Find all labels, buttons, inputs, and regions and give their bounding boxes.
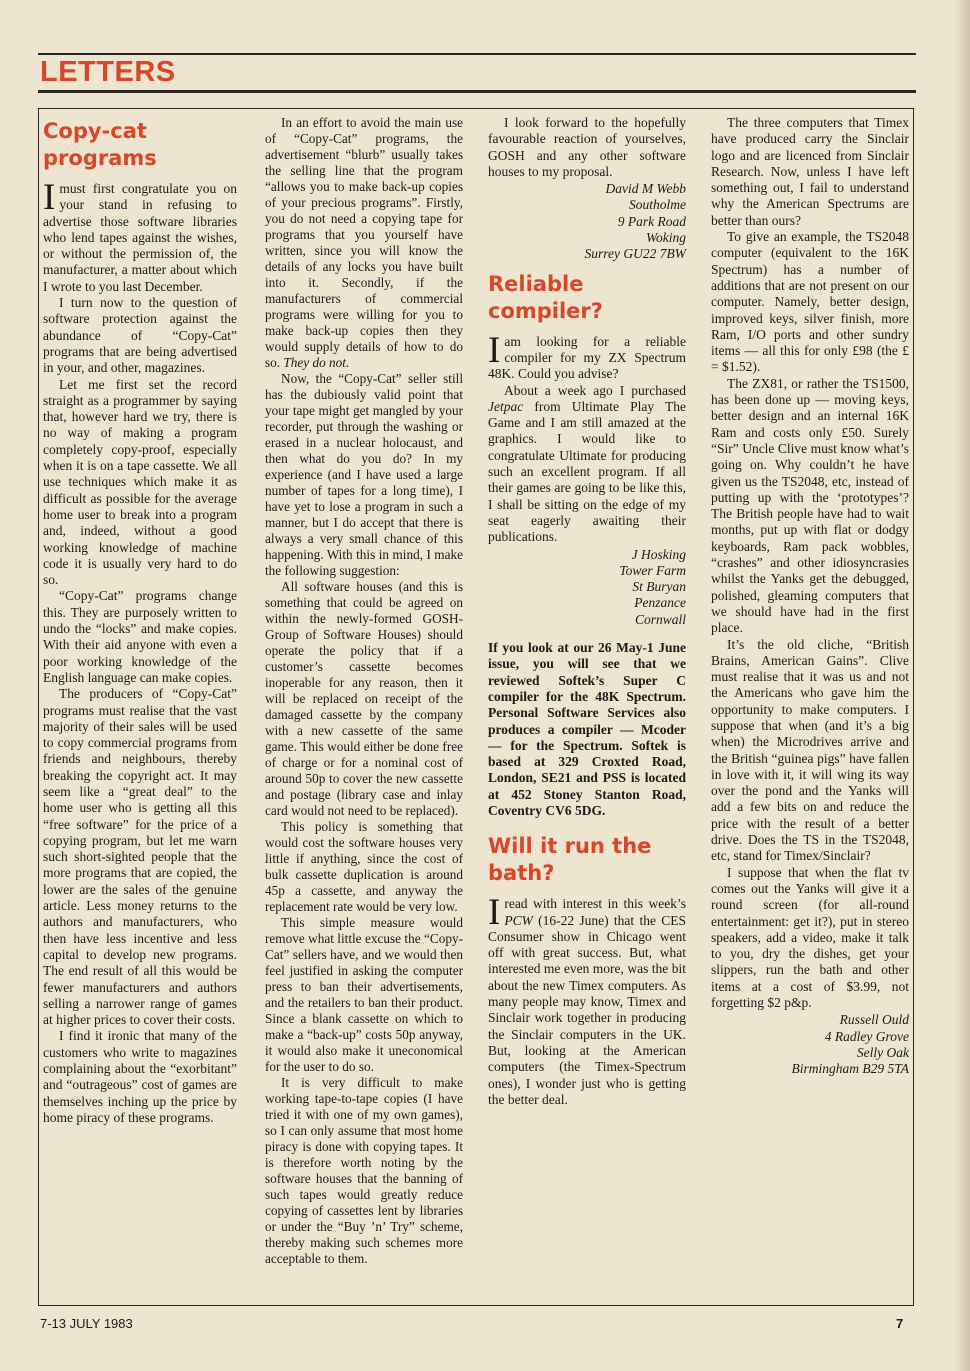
letter1-paragraph-9: All software houses (and this is something that could be agreed on within the newly-formed GOSH-Group of Software Houses) should operate the policy that if a customer’s cassette becomes inoperable for any reason, then it will be replaced on receipt of the damaged cassette by the company with a new cassette of the same game. This would either be done free of charge or for a nominal cost of around 50p to cover the new cassette and postage (library case and inlay card would not need to be replaced). [265, 579, 463, 818]
title-rule [38, 90, 916, 93]
signature-line: 4 Radley Grove [824, 1028, 909, 1044]
letter2-paragraph-1: I am looking for a reliable compiler for my ZX Spectrum 48K. Could you advise? [488, 329, 686, 382]
signature-line: Russell Ould [839, 1012, 909, 1028]
signature-line: Southolme [629, 197, 686, 213]
letter2-signature [488, 547, 686, 628]
column-3 [488, 115, 686, 1108]
signature-line: Surrey GU22 7BW [584, 246, 686, 262]
letter3-paragraph-3: To give an example, the TS2048 computer (equivalent to the 16K Spectrum) has a number of additions that are not present on our computer. Namely, better design, improved keys, silver finish, more Ram, I/O ports and other sundry items — all this for only £98 (the £ = $1.52). [711, 229, 909, 375]
letter1-paragraph-12: It is very difficult to make working tape-to-tape copies (I have tried it with one of my own games), so I can only assume that most home piracy is done with copying tapes. It is therefore worth noting by the software houses that the banning of such tapes would greatly reduce copying of cassettes lent by libraries or under the “Buy ’n’ Try” scheme, thereby making such schemes more acceptable to them. [265, 1075, 463, 1266]
column-4 [711, 115, 909, 1078]
signature-line: Cornwall [634, 611, 686, 627]
signature-line: Birmingham B29 5TA [791, 1061, 909, 1077]
game-title: Jetpac [488, 398, 524, 414]
letter3-dropcap: I [488, 892, 501, 934]
signature-line: Tower Farm [619, 562, 686, 578]
letter3-paragraph-5: It’s the old cliche, “British Brains, American Gains”. Clive must realise that it was us and not the Americans who gave him the opportunity to make computers. I suppose that when (and it’s a big when) the Microdrives arrive and the British “guinea pigs” have fallen in love with it, it will wing its way over the pond and the Yanks will add a few bits on and reduce the price with the result of a better drive. Does the TS in the TS2048, etc, stand for Timex/Sinclair? [711, 636, 909, 864]
column-2 [265, 115, 463, 1267]
letter1-signature [488, 181, 686, 262]
letter1-paragraph-1: I must first congratulate you on your stand in refusing to advertise those software libraries who lend tapes against the wishes, or without the permission of, the manufacturer, a matter about which I wrote to you last December. [43, 177, 237, 294]
column-1 [43, 115, 237, 1126]
letter1-paragraph-10: This policy is something that would cost the software houses very little if anything, since the cost of bulk cassette duplication is around 45p a cassette, and anyway the replacement rate would be very low. [265, 819, 463, 914]
magazine-name: PCW [504, 912, 533, 928]
letter1-paragraph-11: This simple measure would remove what little excuse the “Copy-Cat” sellers have, and we would then feel justified in asking the computer press to ban their advertisements, and the retailers to ban their product. Since a blank cassette on which to make a “back-up” costs 50p anyway, it would also make it uneconomical for the user to do so. [265, 915, 463, 1074]
editor-reply: If you look at our 26 May-1 June issue, you will see that we reviewed Softek’s Super C compiler for the 48K Spectrum. Personal Software Services also produces a compiler — Mcoder — for the Spectrum. Softek is based at 329 Croxted Road, London, SE21 and PSS is located at 452 Stoney Stanton Road, Coventry CV6 5DG. [488, 640, 686, 818]
letter1-paragraph-4: “Copy-Cat” programs change this. They are purposely written to undo the “locks” and make copies. With their aid anyone with even a poor working knowledge of the English language can make copies. [43, 588, 237, 685]
letter2-paragraph-2: About a week ago I purchased Jetpac from Ultimate Play The Game and I am still amazed at the graphics. I would like to congratulate Ultimate for producing such an excellent program. If all their games are going to be like this, I shall be sitting on the edge of my seat eagerly awaiting their publications. [488, 382, 686, 545]
letter3-headline: Will it run the bath? [488, 834, 652, 886]
signature-line: J Hosking [631, 546, 686, 562]
letter1-paragraph-5: The producers of “Copy-Cat” programs must realise that the vast majority of their sales will be used to copy commercial programs from friends and neighbours, thereby breaking the copyright act. It may seem like a “great deal” to the home user who is getting all this “free software” for the price of a copying program, but let me warn such short-sighted people that the more programs that are copied, the lower are the sales of the genuine article. Less money returns to the authors and manufacturers, who then have less incentive and less capital to develop new programs. The end result of all this would be fewer manufacturers and authors selling a narrower range of games at higher prices to cover their costs. [43, 686, 237, 1028]
signature-line: David M Webb [605, 181, 686, 197]
letter3-paragraph-6: I suppose that when the flat tv comes out the Yanks will give it a round screen (for all-round entertainment: get it?), put in stereo speakers, add a video, make it talk to you, dry the dishes, get your slippers, run the bath and other items at a cost of $3.99, not forgetting $2 p&p. [711, 864, 909, 1011]
letter1-paragraph-8: Now, the “Copy-Cat” seller still has the dubiously valid point that your tape might get mangled by your recorder, put through the washing or erased in a nuclear holocaust, and then what do you do? In my experience (and I have used a large number of tapes for a long time), I have yet to lose a program in such a manner, but I do accept that there is always a very small chance of this happening. With this in mind, I make the following suggestion: [265, 371, 463, 578]
signature-line: Woking [646, 230, 686, 246]
signature-line: Selly Oak [856, 1044, 909, 1060]
signature-line: 9 Park Road [617, 213, 686, 229]
letter1-italic-phrase: They do not. [283, 355, 350, 370]
letter1-paragraph-7: In an effort to avoid the main use of “Copy-Cat” programs, the advertisement “blurb” usually takes the selling line that the program “allows you to make back-up copies of your precious programs”. Firstly, you do not need a copying tape for programs that you yourself have written, since you will know the details of any locks you have built into it. Secondly, if the manufacturers of commercial programs were willing for you to make back-up copies then they would supply details of how to do so. They do not. [265, 115, 463, 370]
letter2-headline: Reliable compiler? [488, 271, 603, 323]
letter1-paragraph-2: I turn now to the question of software protection against the abundance of “Copy-Cat” programs that are being advertised in your, and other, magazines. [43, 295, 237, 376]
letter1-paragraph-6: I find it ironic that many of the customers who write to magazines complaining about the “exorbitant” and “outrageous” cost of games are themselves inching up the price by home piracy of these programs. [43, 1028, 237, 1125]
letter3-paragraph-2: The three computers that Timex have produced carry the Sinclair logo and are licenced from Sinclair Research. Now, unless I have left something out, I fail to understand why the American Spectrums are better than ours? [711, 115, 909, 228]
letter2-dropcap: I [488, 329, 501, 371]
letter3-paragraph-1: I read with interest in this week’s PCW (16-22 June) that the CES Consumer show in Chicago went off with great success. But, what interested me even more, was the bit about the new Timex computers. As many people may know, Timex and Sinclair work together in producing the Sinclair computers in the UK. But, looking at the American computers (the Timex-Spectrum ones), I wonder just who is getting the better deal. [488, 892, 686, 1107]
letter1-paragraph-13: I look forward to the hopefully favourable reaction of yourselves, GOSH and any other software houses to my proposal. [488, 115, 686, 179]
letter1-paragraph-3: Let me first set the record straight as a programmer by saying that, however hard we try, there is no way of making a program completely copy-proof, especially when it is on a tape cassette. We all use techniques which make it as difficult as possible for the average home user to break into a program and, indeed, without a good working knowledge of machine code it is usually very hard to do so. [43, 376, 237, 588]
page-number: 7 [896, 1316, 904, 1331]
letter3-signature [711, 1012, 909, 1077]
signature-line: St Buryan [632, 579, 686, 595]
letter1-dropcap: I [43, 177, 56, 218]
letter3-paragraph-4: The ZX81, or rather the TS1500, has been done up — moving keys, better design and an internal 16K Ram and costs only £50. Surely “Sir” Uncle Clive must know what’s going on. Why couldn’t he have given us the TS2048, etc, instead of putting up with the ‘prototypes’? The British people have had to wait months, put up with flat or dodgy keyboards, Ram pack wobbles, “crashes” and other idiosyncrasies whilst the Yanks get the debugged, polished, gleaming computers that we should have had in the first place. [711, 375, 909, 636]
letter1-headline: Copy-cat programs [43, 119, 157, 170]
page-gutter-shadow [954, 0, 970, 1371]
section-title: LETTERS [40, 56, 176, 88]
signature-line: Penzance [634, 595, 686, 611]
issue-date: 7-13 JULY 1983 [40, 1316, 133, 1331]
